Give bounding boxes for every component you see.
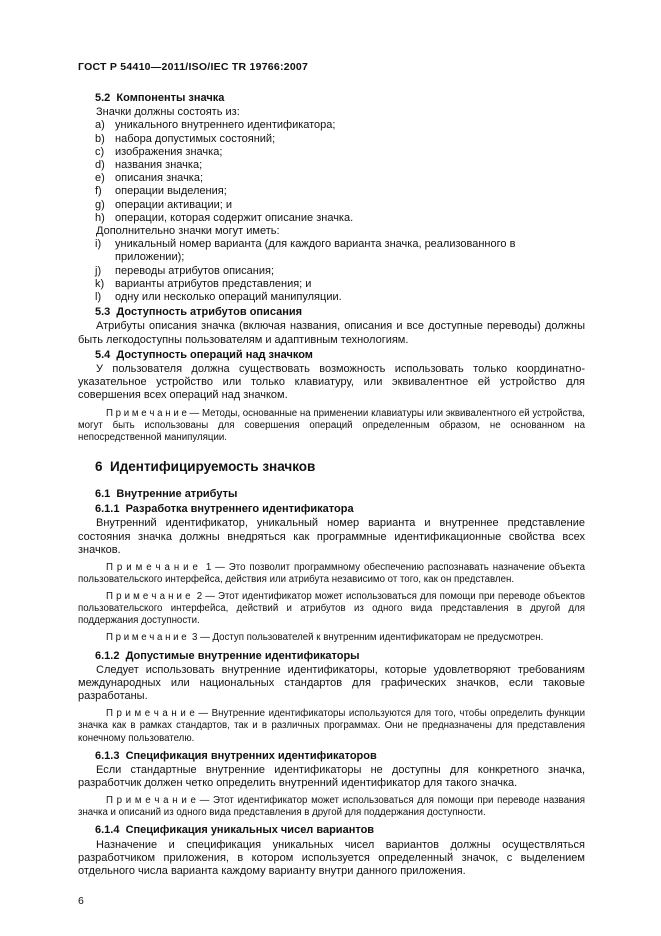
heading-6-1-3: 6.1.3 Спецификация внутренних идентификаторов xyxy=(95,749,377,762)
list-item-label: l) xyxy=(95,291,102,304)
list-item-text: набора допустимых состояний; xyxy=(115,132,276,145)
list-item-text: описания значка; xyxy=(115,172,204,185)
list-item-text: изображения значка; xyxy=(115,145,223,158)
heading-5-3: 5.3 Доступность атрибутов описания xyxy=(95,306,303,319)
list-item-label: a) xyxy=(95,119,105,132)
paragraph-6-1-4: Назначение и спецификация уникальных чисел вариантов должны осуществляться разработчиком приложения, в котором используется определенный значок, с выделением отдельного числа варианта каждому варианту внутри данного приложения. xyxy=(78,838,585,878)
list-item-text: уникальный номер варианта (для каждого варианта значка, реализованного в приложении); xyxy=(115,238,516,264)
paragraph-optional-intro: Дополнительно значки могут иметь: xyxy=(96,225,280,238)
list-item xyxy=(78,119,585,132)
paragraph-components-intro: Значки должны состоять из: xyxy=(96,106,240,119)
paragraph-5-3: Атрибуты описания значка (включая названия, описания и все доступные переводы) должны быть легкодоступны пользователям и адаптивным технологиям. xyxy=(78,320,585,346)
list-item-label: e) xyxy=(95,172,105,185)
list-item-text: варианты атрибутов представления; и xyxy=(115,277,312,290)
note-1: П р и м е ч а н и е 1 — Это позволит программному обеспечению распознавать назначение объекта пользовательского интерфейса, действия или атрибута независимо от того, как он представлен. xyxy=(78,561,585,586)
list-item-label: j) xyxy=(95,264,102,277)
paragraph-5-4: У пользователя должна существовать возможность использовать только координатно-указательное устройство или только клавиатуру, или эквивалентное ей устройство для совершения всех операций над значком. xyxy=(78,363,585,402)
heading-5-4: 5.4 Доступность операций над значком xyxy=(95,348,313,361)
list-item xyxy=(78,185,585,198)
list-item xyxy=(78,199,585,212)
list-item xyxy=(78,238,585,264)
list-item xyxy=(78,291,585,304)
note: П р и м е ч а н и е — Этот идентификатор может использоваться для помощи при переводе названия значка и описаний из одного вида представления в другой для поддержания доступности. xyxy=(78,795,585,819)
heading-6-1-2: 6.1.2 Допустимые внутренние идентификаторы xyxy=(95,649,360,662)
list-item xyxy=(78,172,585,185)
running-header: ГОСТ Р 54410—2011/ISO/IEC TR 19766:2007 xyxy=(78,61,309,73)
heading-6-1: 6.1 Внутренние атрибуты xyxy=(95,487,238,500)
heading-6-1-4: 6.1.4 Спецификация уникальных чисел вариантов xyxy=(95,824,375,837)
note-2: П р и м е ч а н и е 2 — Этот идентификатор может использоваться для помощи при переводе объектов пользовательского интерфейса, действий и атрибутов из одного вида представления в другой для поддержания доступности. xyxy=(78,591,585,627)
list-item-label: g) xyxy=(95,198,105,211)
list-item xyxy=(78,159,585,172)
list-item-label: b) xyxy=(95,132,105,145)
list-item xyxy=(78,133,585,146)
page-number: 6 xyxy=(78,895,84,908)
paragraph-6-1-3: Если стандартные внутренние идентификаторы не доступны для конкретного значка, разработчик должен четко определить внутренний идентификатор для такого значка. xyxy=(78,763,585,790)
list-item-text: переводы атрибутов описания; xyxy=(115,264,275,277)
note-3: П р и м е ч а н и е 3 — Доступ пользователей к внутренним идентификаторам не предусмотрен. xyxy=(106,632,544,644)
paragraph-6-1-1: Внутренний идентификатор, уникальный номер варианта и внутреннее представление состояния значка должны внедряться как программные идентификационные свойства всех значков. xyxy=(78,517,585,556)
list-item-label: k) xyxy=(95,277,105,290)
list-item-text: операции активации; и xyxy=(115,198,232,211)
document-body xyxy=(78,90,585,907)
heading-6: 6 Идентифицируемость значков xyxy=(95,458,316,474)
list-item-label: f) xyxy=(95,185,102,198)
list-item-label: c) xyxy=(95,145,105,158)
list-item-text: операции, которая содержит описание значка. xyxy=(115,211,354,224)
list-item-text: названия значка; xyxy=(115,159,203,172)
note: П р и м е ч а н и е — Методы, основанные на применении клавиатуры или эквивалентного ей устройства, могут быть использованы для совершения операций определенным образом, не основанном на непосредственной манипуляции. xyxy=(78,407,585,443)
list-item-label: d) xyxy=(95,159,105,172)
list-item-text: одну или несколько операций манипуляции. xyxy=(115,291,342,304)
list-item-text: уникального внутреннего идентификатора; xyxy=(115,119,336,132)
list-item-label: h) xyxy=(95,211,105,224)
heading-5-2: 5.2 Компоненты значка xyxy=(95,92,225,104)
list-item xyxy=(78,278,585,291)
heading-6-1-1: 6.1.1 Разработка внутреннего идентификатора xyxy=(95,503,354,516)
list-item xyxy=(78,146,585,159)
list-item xyxy=(78,212,585,225)
list-item-text: операции выделения; xyxy=(115,185,227,198)
list-item-label: i) xyxy=(95,238,102,251)
note: П р и м е ч а н и е — Внутренние идентификаторы используются для того, чтобы определить функции значка как в рамках стандартов, так и в различных программах. Они не предназначены для представления конечному пользователю. xyxy=(78,708,585,744)
paragraph-6-1-2: Следует использовать внутренние идентификаторы, которые удовлетворяют требованиям международных или национальных стандартов для графических значков, если таковые разработаны. xyxy=(78,663,585,703)
list-item xyxy=(78,265,585,278)
